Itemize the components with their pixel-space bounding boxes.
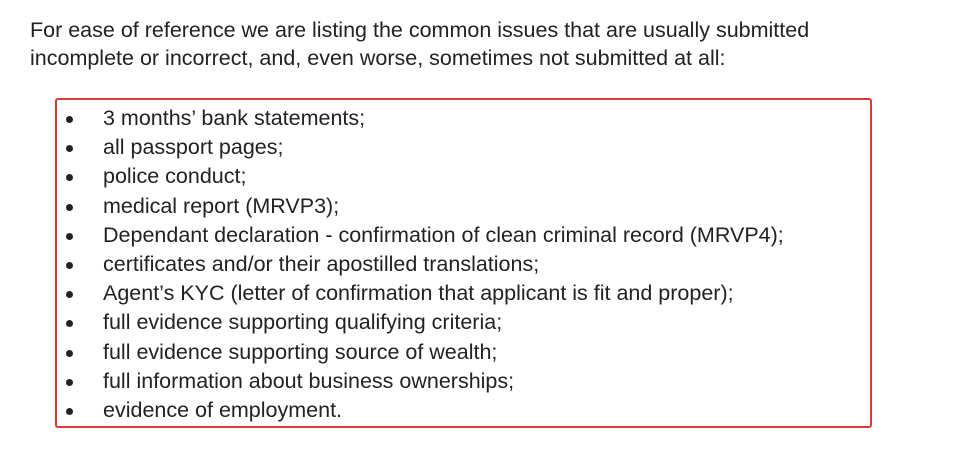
list-item-text: medical report (MRVP3);: [103, 193, 340, 218]
bullet-icon: [66, 291, 73, 298]
bullet-icon: [66, 262, 73, 269]
intro-paragraph: [30, 16, 950, 72]
list-item-text: Agent’s KYC (letter of confirmation that applicant is fit and proper);: [103, 281, 734, 306]
list-item-text: full evidence supporting qualifying criteria;: [103, 310, 503, 335]
list-item-text: full information about business ownerships;: [103, 368, 515, 393]
bullet-icon: [66, 233, 73, 240]
issue-list: [66, 104, 784, 425]
list-item: [66, 192, 784, 221]
list-item: [66, 308, 784, 337]
list-item: [66, 133, 784, 162]
intro-line-2: incomplete or incorrect, and, even worse, sometimes not submitted at all:: [30, 46, 726, 70]
bullet-icon: [66, 204, 73, 211]
list-item-text: full evidence supporting source of wealth;: [103, 339, 498, 364]
list-item: [66, 162, 784, 191]
bullet-icon: [66, 408, 73, 415]
list-item-text: police conduct;: [103, 164, 247, 189]
bullet-icon: [66, 320, 73, 327]
list-item-text: Dependant declaration - confirmation of clean criminal record (MRVP4);: [103, 222, 784, 247]
bullet-icon: [66, 116, 73, 123]
intro-line-1: For ease of reference we are listing the common issues that are usually submitted: [30, 18, 810, 42]
list-item-text: certificates and/or their apostilled translations;: [103, 252, 540, 277]
list-item: [66, 396, 784, 425]
list-item: [66, 221, 784, 250]
list-item: [66, 250, 784, 279]
list-item-text: evidence of employment.: [103, 398, 343, 423]
bullet-icon: [66, 174, 73, 181]
list-item: [66, 104, 784, 133]
bullet-icon: [66, 350, 73, 357]
list-item: [66, 338, 784, 367]
list-item-text: 3 months’ bank statements;: [103, 106, 366, 130]
list-item-text: all passport pages;: [103, 135, 284, 160]
bullet-icon: [66, 379, 73, 386]
list-item: [66, 367, 784, 396]
list-item: [66, 279, 784, 308]
bullet-icon: [66, 145, 73, 152]
